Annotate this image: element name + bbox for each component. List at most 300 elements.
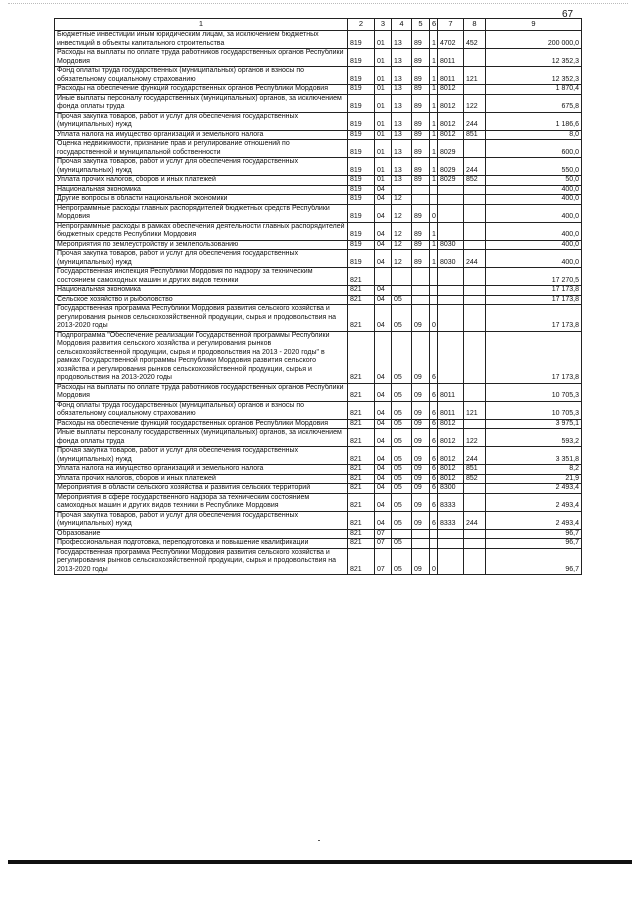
row-ministry-code: 821 xyxy=(348,295,375,305)
row-section-code: 01 xyxy=(375,112,392,130)
row-ministry-code: 819 xyxy=(348,130,375,140)
table-row xyxy=(55,67,582,85)
row-subsection-code xyxy=(392,268,412,286)
row-section-code: 04 xyxy=(375,222,392,240)
row-name-cell: Прочая закупка товаров, работ и услуг для обеспечения государственных (муниципальных) нужд xyxy=(55,447,348,465)
row-direction-code xyxy=(438,204,464,222)
row-expense-type-code xyxy=(464,222,486,240)
row-name-cell: Оценка недвижимости, признание прав и регулирование отношений по государственной и муниципальной собственности xyxy=(55,140,348,158)
table-row xyxy=(55,176,582,186)
row-program-code: 09 xyxy=(412,419,430,429)
header-cell: 5 xyxy=(412,19,430,31)
row-program-code xyxy=(412,539,430,549)
row-ministry-code: 821 xyxy=(348,268,375,286)
row-program-code xyxy=(412,268,430,286)
row-section-code: 07 xyxy=(375,529,392,539)
row-direction-code: 8012 xyxy=(438,94,464,112)
row-amount: 400,0 xyxy=(486,250,582,268)
row-expense-type-code xyxy=(464,195,486,205)
row-expense-type-code xyxy=(464,419,486,429)
row-name-cell: Подпрограмма "Обеспечение реализации Государственной программы Республики Мордовия развития сельского хозяйства и регулирования рынков сельскохозяйственной продукции, сырья и продовольствия на 2013 - 2020 годы" в рамках Государственной программы Республики Мордовия развития сельского хозяйства и регулирования рынков сельскохозяйственной продукции, сырья и продовольствия на 2013-2020 годы xyxy=(55,331,348,383)
row-program-code: 89 xyxy=(412,158,430,176)
row-program-code: 89 xyxy=(412,85,430,95)
row-direction-code: 8012 xyxy=(438,419,464,429)
row-subsection-code: 05 xyxy=(392,447,412,465)
row-section-code: 01 xyxy=(375,130,392,140)
row-name-cell: Непрограммные расходы главных распорядителей бюджетных средств Республики Мордовия xyxy=(55,204,348,222)
table-row xyxy=(55,539,582,549)
row-program-code: 89 xyxy=(412,140,430,158)
header-cell: 6 xyxy=(430,19,438,31)
row-direction-code xyxy=(438,539,464,549)
row-ministry-code: 821 xyxy=(348,548,375,575)
row-name-cell: Уплата прочих налогов, сборов и иных платежей xyxy=(55,474,348,484)
row-ministry-code: 819 xyxy=(348,185,375,195)
table-row xyxy=(55,158,582,176)
row-subprogram-code xyxy=(430,268,438,286)
row-program-code: 89 xyxy=(412,67,430,85)
row-amount: 21,9 xyxy=(486,474,582,484)
row-subsection-code: 05 xyxy=(392,429,412,447)
row-name-cell: Расходы на обеспечение функций государственных органов Республики Мордовия xyxy=(55,85,348,95)
row-ministry-code: 819 xyxy=(348,49,375,67)
row-subsection-code: 05 xyxy=(392,295,412,305)
table-row xyxy=(55,112,582,130)
row-amount: 12 352,3 xyxy=(486,67,582,85)
row-expense-type-code: 852 xyxy=(464,176,486,186)
row-ministry-code: 821 xyxy=(348,305,375,332)
row-name-cell: Фонд оплаты труда государственных (муниципальных) органов и взносы по обязательному социальному страхованию xyxy=(55,401,348,419)
row-subprogram-code: 6 xyxy=(430,331,438,383)
row-direction-code: 8011 xyxy=(438,49,464,67)
row-direction-code: 4702 xyxy=(438,31,464,49)
row-ministry-code: 819 xyxy=(348,204,375,222)
row-section-code: 04 xyxy=(375,240,392,250)
row-direction-code: 8012 xyxy=(438,85,464,95)
row-subsection-code: 13 xyxy=(392,158,412,176)
row-direction-code: 8029 xyxy=(438,140,464,158)
row-direction-code: 8011 xyxy=(438,383,464,401)
row-subprogram-code xyxy=(430,529,438,539)
row-direction-code: 8030 xyxy=(438,250,464,268)
row-section-code: 01 xyxy=(375,67,392,85)
row-subsection-code: 12 xyxy=(392,195,412,205)
row-name-cell: Прочая закупка товаров, работ и услуг для обеспечения государственных (муниципальных) нужд xyxy=(55,112,348,130)
row-program-code: 89 xyxy=(412,250,430,268)
row-expense-type-code xyxy=(464,548,486,575)
row-direction-code: 8300 xyxy=(438,484,464,494)
row-amount: 2 493,4 xyxy=(486,511,582,529)
row-program-code: 09 xyxy=(412,484,430,494)
row-subsection-code: 13 xyxy=(392,112,412,130)
row-direction-code: 8012 xyxy=(438,447,464,465)
row-subprogram-code: 1 xyxy=(430,140,438,158)
row-amount: 17 173,8 xyxy=(486,286,582,296)
row-ministry-code: 821 xyxy=(348,401,375,419)
row-direction-code xyxy=(438,305,464,332)
row-direction-code xyxy=(438,222,464,240)
row-subsection-code: 13 xyxy=(392,85,412,95)
row-name-cell: Фонд оплаты труда государственных (муниципальных) органов и взносы по обязательному социальному страхованию xyxy=(55,67,348,85)
row-program-code xyxy=(412,295,430,305)
row-program-code xyxy=(412,286,430,296)
row-subprogram-code: 6 xyxy=(430,429,438,447)
row-section-code: 01 xyxy=(375,158,392,176)
row-subprogram-code: 6 xyxy=(430,511,438,529)
table-row xyxy=(55,474,582,484)
table-row xyxy=(55,529,582,539)
row-name-cell: Прочая закупка товаров, работ и услуг для обеспечения государственных (муниципальных) нужд xyxy=(55,511,348,529)
row-subprogram-code xyxy=(430,295,438,305)
row-expense-type-code: 851 xyxy=(464,130,486,140)
row-direction-code xyxy=(438,185,464,195)
row-subsection-code: 13 xyxy=(392,31,412,49)
table-row xyxy=(55,268,582,286)
scan-speck xyxy=(318,840,320,841)
table-row xyxy=(55,240,582,250)
row-name-cell: Прочая закупка товаров, работ и услуг для обеспечения государственных (муниципальных) нужд xyxy=(55,158,348,176)
row-subsection-code: 12 xyxy=(392,204,412,222)
row-section-code: 01 xyxy=(375,49,392,67)
row-subprogram-code: 1 xyxy=(430,250,438,268)
row-ministry-code: 819 xyxy=(348,195,375,205)
row-subsection-code: 05 xyxy=(392,305,412,332)
row-program-code xyxy=(412,195,430,205)
row-subprogram-code: 0 xyxy=(430,305,438,332)
row-amount: 3 975,1 xyxy=(486,419,582,429)
table-row xyxy=(55,94,582,112)
row-direction-code xyxy=(438,529,464,539)
row-expense-type-code xyxy=(464,204,486,222)
row-amount: 675,8 xyxy=(486,94,582,112)
header-cell: 7 xyxy=(438,19,464,31)
row-expense-type-code xyxy=(464,49,486,67)
table-row xyxy=(55,447,582,465)
row-program-code: 89 xyxy=(412,240,430,250)
row-subsection-code: 12 xyxy=(392,240,412,250)
row-expense-type-code xyxy=(464,539,486,549)
row-section-code: 04 xyxy=(375,465,392,475)
header-cell: 4 xyxy=(392,19,412,31)
row-program-code: 89 xyxy=(412,222,430,240)
table-row xyxy=(55,331,582,383)
row-ministry-code: 821 xyxy=(348,493,375,511)
row-subsection-code: 13 xyxy=(392,49,412,67)
row-amount: 10 705,3 xyxy=(486,383,582,401)
row-direction-code: 8012 xyxy=(438,474,464,484)
row-subsection-code: 05 xyxy=(392,401,412,419)
row-name-cell: Другие вопросы в области национальной экономики xyxy=(55,195,348,205)
row-ministry-code: 821 xyxy=(348,447,375,465)
row-ministry-code: 821 xyxy=(348,429,375,447)
row-name-cell: Уплата прочих налогов, сборов и иных платежей xyxy=(55,176,348,186)
row-program-code: 09 xyxy=(412,548,430,575)
row-expense-type-code: 244 xyxy=(464,447,486,465)
row-ministry-code: 821 xyxy=(348,474,375,484)
row-expense-type-code: 852 xyxy=(464,474,486,484)
row-amount: 400,0 xyxy=(486,204,582,222)
row-subprogram-code: 6 xyxy=(430,474,438,484)
row-ministry-code: 821 xyxy=(348,286,375,296)
row-section-code: 04 xyxy=(375,195,392,205)
row-section-code: 04 xyxy=(375,185,392,195)
row-program-code: 09 xyxy=(412,331,430,383)
row-ministry-code: 819 xyxy=(348,67,375,85)
row-subprogram-code: 1 xyxy=(430,176,438,186)
row-subsection-code: 05 xyxy=(392,548,412,575)
row-name-cell: Мероприятия по землеустройству и землепользованию xyxy=(55,240,348,250)
row-direction-code xyxy=(438,195,464,205)
row-amount: 593,2 xyxy=(486,429,582,447)
row-section-code: 07 xyxy=(375,539,392,549)
row-direction-code: 8333 xyxy=(438,493,464,511)
row-expense-type-code xyxy=(464,493,486,511)
row-amount: 10 705,3 xyxy=(486,401,582,419)
row-expense-type-code xyxy=(464,240,486,250)
row-subsection-code: 13 xyxy=(392,176,412,186)
row-name-cell: Расходы на выплаты по оплате труда работников государственных органов Республики Мордовия xyxy=(55,49,348,67)
row-expense-type-code xyxy=(464,305,486,332)
row-subprogram-code: 6 xyxy=(430,447,438,465)
row-ministry-code: 821 xyxy=(348,539,375,549)
row-subprogram-code: 1 xyxy=(430,158,438,176)
row-section-code: 04 xyxy=(375,484,392,494)
row-section-code: 01 xyxy=(375,140,392,158)
row-amount: 400,0 xyxy=(486,240,582,250)
row-subprogram-code: 1 xyxy=(430,94,438,112)
row-subprogram-code: 0 xyxy=(430,548,438,575)
row-name-cell: Непрограммные расходы в рамках обеспечения деятельности главных распорядителей бюджетных средств Республики Мордовия xyxy=(55,222,348,240)
row-program-code: 09 xyxy=(412,429,430,447)
table-row xyxy=(55,130,582,140)
row-expense-type-code: 244 xyxy=(464,511,486,529)
row-subsection-code: 05 xyxy=(392,493,412,511)
row-subsection-code: 13 xyxy=(392,130,412,140)
row-ministry-code: 819 xyxy=(348,158,375,176)
row-section-code: 04 xyxy=(375,493,392,511)
row-section-code: 04 xyxy=(375,511,392,529)
row-amount: 17 270,5 xyxy=(486,268,582,286)
row-subprogram-code: 0 xyxy=(430,204,438,222)
row-ministry-code: 819 xyxy=(348,112,375,130)
row-expense-type-code xyxy=(464,331,486,383)
row-name-cell: Образование xyxy=(55,529,348,539)
row-section-code: 04 xyxy=(375,383,392,401)
row-name-cell: Сельское хозяйство и рыболовство xyxy=(55,295,348,305)
row-amount: 12 352,3 xyxy=(486,49,582,67)
row-subprogram-code: 1 xyxy=(430,85,438,95)
row-subsection-code: 05 xyxy=(392,465,412,475)
row-amount: 50,0 xyxy=(486,176,582,186)
row-subsection-code: 05 xyxy=(392,383,412,401)
row-program-code: 89 xyxy=(412,112,430,130)
row-section-code: 04 xyxy=(375,401,392,419)
row-amount: 3 351,8 xyxy=(486,447,582,465)
row-ministry-code: 819 xyxy=(348,31,375,49)
row-expense-type-code: 244 xyxy=(464,250,486,268)
table-body xyxy=(55,31,582,575)
table-row xyxy=(55,195,582,205)
row-ministry-code: 819 xyxy=(348,176,375,186)
row-expense-type-code xyxy=(464,484,486,494)
row-amount: 96,7 xyxy=(486,539,582,549)
row-program-code: 09 xyxy=(412,511,430,529)
table-row xyxy=(55,465,582,475)
page-number: 67 xyxy=(562,9,574,20)
row-subprogram-code: 1 xyxy=(430,222,438,240)
row-subprogram-code: 1 xyxy=(430,240,438,250)
row-name-cell: Иные выплаты персоналу государственных (муниципальных) органов, за исключением фонда оплаты труда xyxy=(55,429,348,447)
row-section-code: 04 xyxy=(375,286,392,296)
row-amount: 200 000,0 xyxy=(486,31,582,49)
row-program-code: 09 xyxy=(412,493,430,511)
row-name-cell: Государственная инспекция Республики Мордовия по надзору за техническим состоянием самоходных машин и других видов техники xyxy=(55,268,348,286)
row-section-code: 04 xyxy=(375,295,392,305)
row-subprogram-code: 6 xyxy=(430,401,438,419)
row-name-cell: Иные выплаты персоналу государственных (муниципальных) органов, за исключением фонда оплаты труда xyxy=(55,94,348,112)
row-subprogram-code xyxy=(430,185,438,195)
row-subsection-code xyxy=(392,529,412,539)
row-name-cell: Национальная экономика xyxy=(55,185,348,195)
header-cell: 2 xyxy=(348,19,375,31)
row-name-cell: Бюджетные инвестиции иным юридическим лицам, за исключением бюджетных инвестиций в объекты капитального строительства xyxy=(55,31,348,49)
table-row xyxy=(55,85,582,95)
row-section-code: 01 xyxy=(375,176,392,186)
row-direction-code: 8029 xyxy=(438,158,464,176)
row-subsection-code: 13 xyxy=(392,94,412,112)
row-expense-type-code: 121 xyxy=(464,67,486,85)
row-ministry-code: 819 xyxy=(348,222,375,240)
row-expense-type-code xyxy=(464,286,486,296)
row-ministry-code: 821 xyxy=(348,383,375,401)
row-subsection-code xyxy=(392,185,412,195)
row-amount: 17 173,8 xyxy=(486,295,582,305)
table-row xyxy=(55,140,582,158)
row-section-code: 04 xyxy=(375,474,392,484)
row-ministry-code: 819 xyxy=(348,94,375,112)
row-expense-type-code xyxy=(464,295,486,305)
table-row xyxy=(55,493,582,511)
table-row xyxy=(55,31,582,49)
row-section-code: 07 xyxy=(375,548,392,575)
row-expense-type-code: 121 xyxy=(464,401,486,419)
row-amount: 550,0 xyxy=(486,158,582,176)
row-program-code: 09 xyxy=(412,474,430,484)
row-direction-code: 8011 xyxy=(438,401,464,419)
row-amount: 17 173,8 xyxy=(486,305,582,332)
table-row xyxy=(55,511,582,529)
row-section-code: 04 xyxy=(375,250,392,268)
row-subprogram-code: 6 xyxy=(430,493,438,511)
row-ministry-code: 819 xyxy=(348,140,375,158)
row-subprogram-code xyxy=(430,286,438,296)
row-direction-code: 8012 xyxy=(438,112,464,130)
row-section-code: 01 xyxy=(375,31,392,49)
row-direction-code: 8333 xyxy=(438,511,464,529)
row-subsection-code: 05 xyxy=(392,474,412,484)
row-program-code xyxy=(412,529,430,539)
row-direction-code: 8012 xyxy=(438,429,464,447)
row-direction-code xyxy=(438,548,464,575)
row-name-cell: Государственная программа Республики Мордовия развития сельского хозяйства и регулирования рынков сельскохозяйственной продукции, сырья и продовольствия на 2013-2020 годы xyxy=(55,548,348,575)
row-direction-code: 8012 xyxy=(438,465,464,475)
row-program-code: 89 xyxy=(412,204,430,222)
table-row xyxy=(55,49,582,67)
row-program-code xyxy=(412,185,430,195)
row-amount: 600,0 xyxy=(486,140,582,158)
row-subprogram-code: 1 xyxy=(430,31,438,49)
row-direction-code xyxy=(438,295,464,305)
row-section-code xyxy=(375,268,392,286)
row-expense-type-code: 122 xyxy=(464,429,486,447)
row-subsection-code: 05 xyxy=(392,484,412,494)
row-program-code: 89 xyxy=(412,176,430,186)
row-expense-type-code: 851 xyxy=(464,465,486,475)
row-subprogram-code: 6 xyxy=(430,419,438,429)
row-section-code: 04 xyxy=(375,419,392,429)
scan-artifact-line xyxy=(8,3,628,4)
row-name-cell: Мероприятия в сфере государственного надзора за техническим состоянием самоходных машин и других видов техники в Республике Мордовия xyxy=(55,493,348,511)
row-amount: 2 493,4 xyxy=(486,493,582,511)
budget-table xyxy=(54,18,582,575)
row-expense-type-code: 122 xyxy=(464,94,486,112)
row-program-code: 89 xyxy=(412,49,430,67)
table-row xyxy=(55,419,582,429)
row-subsection-code: 05 xyxy=(392,331,412,383)
row-amount: 400,0 xyxy=(486,222,582,240)
table-row xyxy=(55,383,582,401)
row-subprogram-code: 1 xyxy=(430,112,438,130)
row-expense-type-code xyxy=(464,140,486,158)
row-name-cell: Профессиональная подготовка, переподготовка и повышение квалификации xyxy=(55,539,348,549)
table-row xyxy=(55,484,582,494)
row-subsection-code xyxy=(392,286,412,296)
table-row xyxy=(55,548,582,575)
row-amount: 1 186,6 xyxy=(486,112,582,130)
row-name-cell: Уплата налога на имущество организаций и земельного налога xyxy=(55,465,348,475)
row-section-code: 04 xyxy=(375,429,392,447)
row-section-code: 04 xyxy=(375,331,392,383)
row-direction-code xyxy=(438,286,464,296)
row-amount: 400,0 xyxy=(486,195,582,205)
row-subprogram-code: 6 xyxy=(430,383,438,401)
row-expense-type-code xyxy=(464,383,486,401)
row-direction-code: 8011 xyxy=(438,67,464,85)
row-amount: 400,0 xyxy=(486,185,582,195)
row-expense-type-code: 244 xyxy=(464,112,486,130)
row-expense-type-code xyxy=(464,268,486,286)
row-subprogram-code: 1 xyxy=(430,130,438,140)
row-ministry-code: 821 xyxy=(348,529,375,539)
row-name-cell: Мероприятия в области сельского хозяйства и развития сельских территорий xyxy=(55,484,348,494)
row-ministry-code: 821 xyxy=(348,331,375,383)
page-bottom-rule xyxy=(8,860,632,864)
table-row xyxy=(55,250,582,268)
header-cell: 8 xyxy=(464,19,486,31)
row-program-code: 89 xyxy=(412,130,430,140)
row-expense-type-code xyxy=(464,185,486,195)
table-header-row xyxy=(55,19,582,31)
row-name-cell: Государственная программа Республики Мордовия развития сельского хозяйства и регулирования рынков сельскохозяйственной продукции, сырья и продовольствия на 2013-2020 годы xyxy=(55,305,348,332)
row-program-code: 09 xyxy=(412,447,430,465)
row-subsection-code: 13 xyxy=(392,140,412,158)
row-ministry-code: 821 xyxy=(348,484,375,494)
row-subprogram-code: 1 xyxy=(430,67,438,85)
row-subprogram-code xyxy=(430,195,438,205)
row-name-cell: Расходы на выплаты по оплате труда работников государственных органов Республики Мордовия xyxy=(55,383,348,401)
row-expense-type-code xyxy=(464,529,486,539)
row-program-code: 09 xyxy=(412,401,430,419)
